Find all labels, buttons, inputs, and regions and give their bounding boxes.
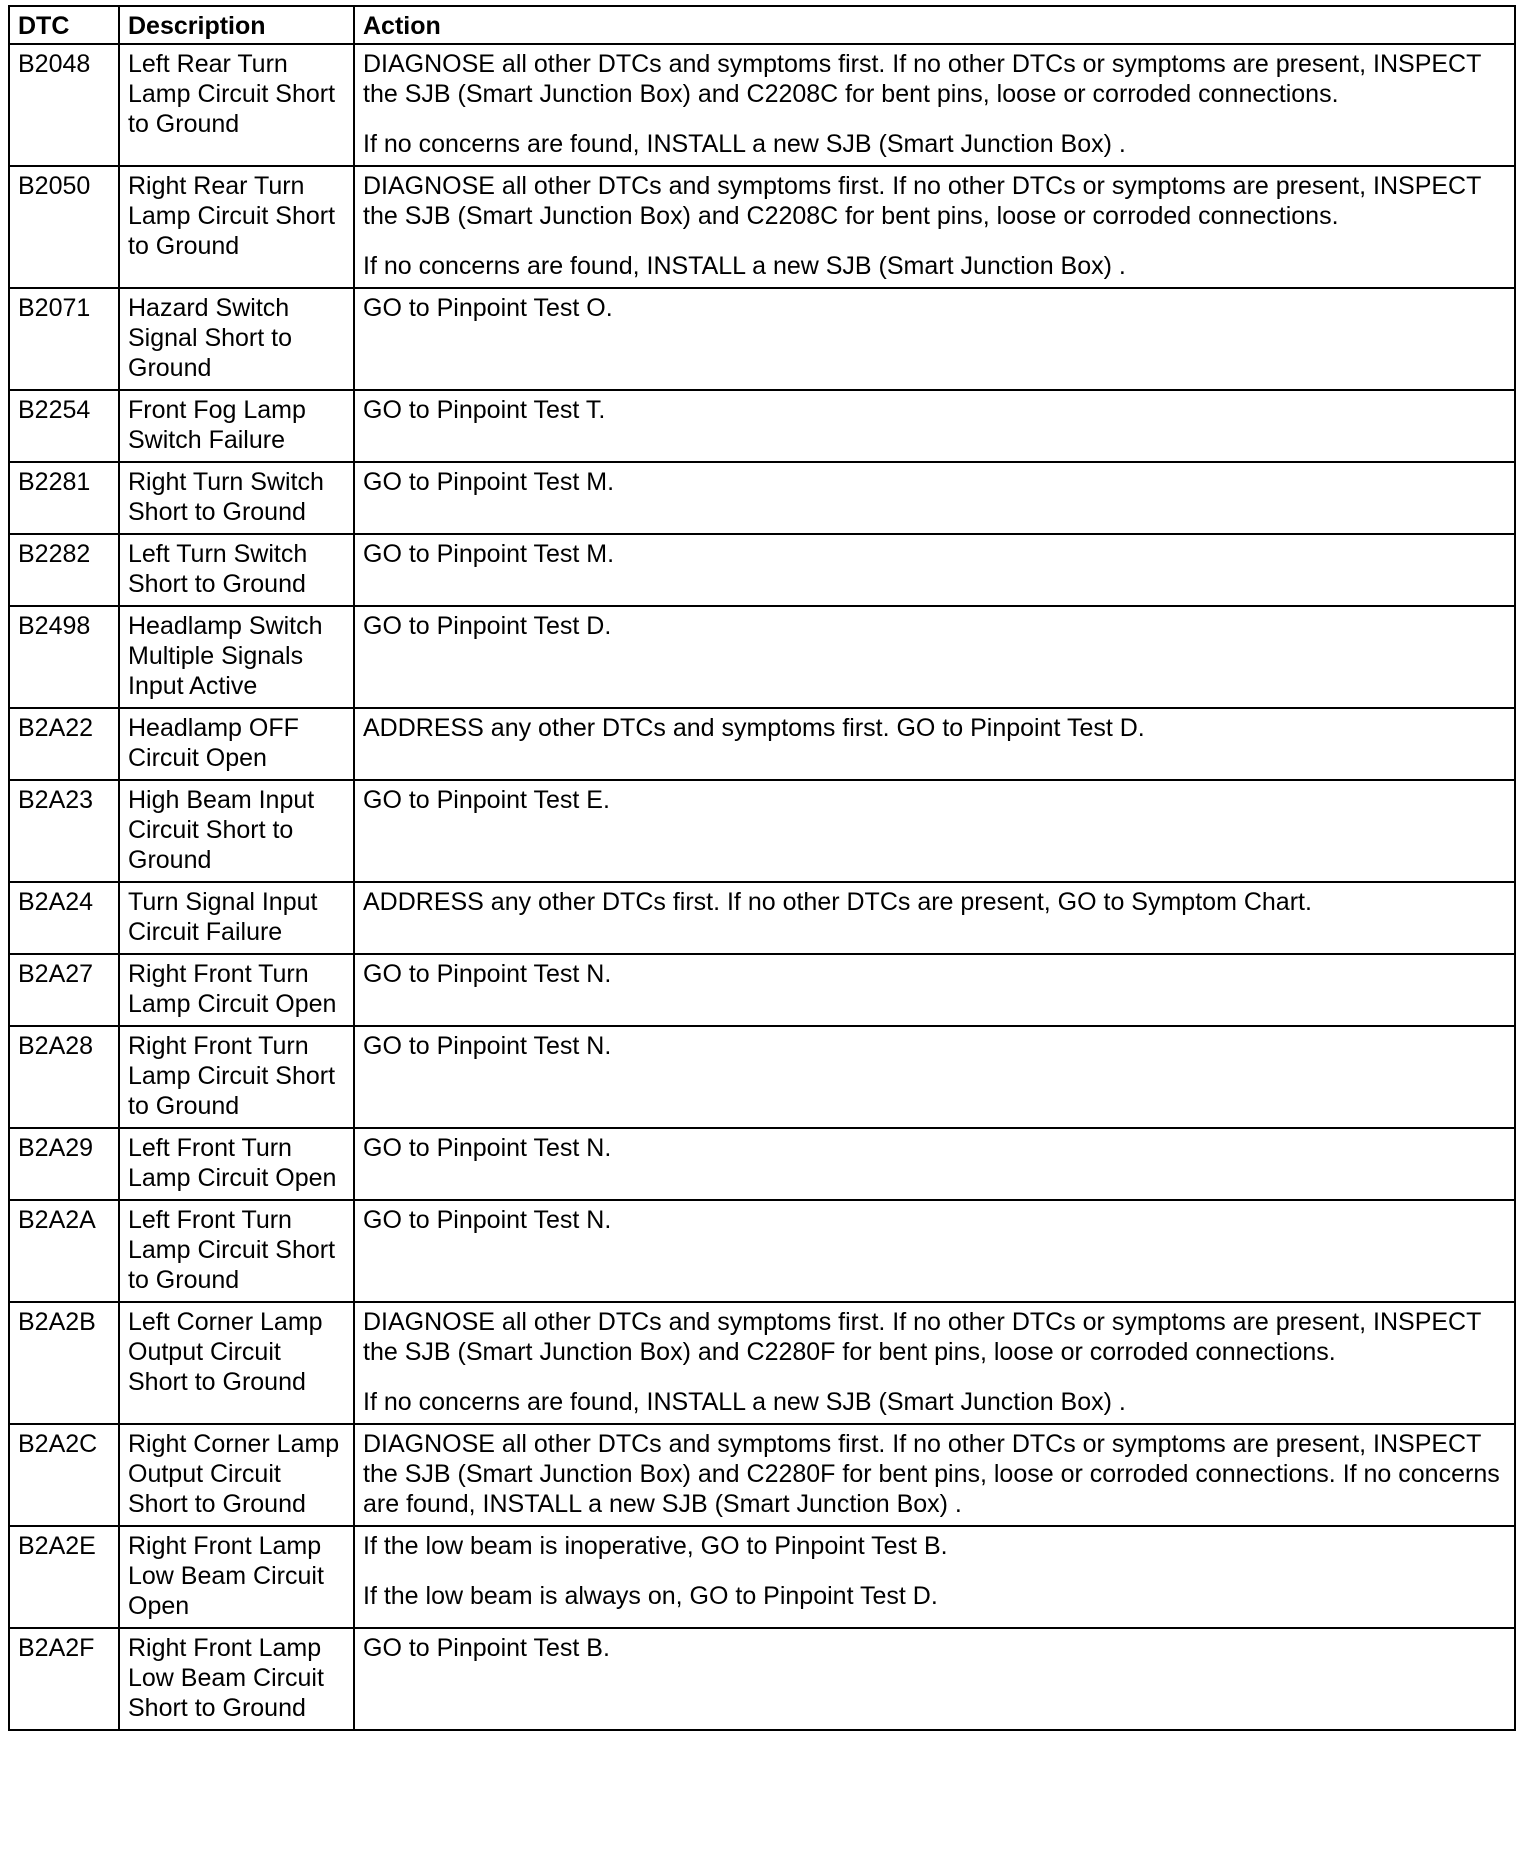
dtc-action bbox=[354, 708, 1515, 780]
dtc-description: Left Corner Lamp Output Circuit Short to Ground bbox=[119, 1302, 354, 1424]
dtc-code: B2A2C bbox=[9, 1424, 119, 1526]
dtc-action bbox=[354, 166, 1515, 288]
dtc-description: Hazard Switch Signal Short to Ground bbox=[119, 288, 354, 390]
header-action: Action bbox=[354, 6, 1515, 44]
dtc-action bbox=[354, 1526, 1515, 1628]
dtc-code: B2498 bbox=[9, 606, 119, 708]
table-header-row bbox=[9, 6, 1515, 44]
dtc-code: B2A22 bbox=[9, 708, 119, 780]
dtc-action bbox=[354, 390, 1515, 462]
action-paragraph: If the low beam is always on, GO to Pinpoint Test D. bbox=[363, 1582, 938, 1610]
dtc-action bbox=[354, 882, 1515, 954]
action-paragraph: DIAGNOSE all other DTCs and symptoms first. If no other DTCs or symptoms are present, INSPECT the SJB (Smart Junction Box) and C2208C for bent pins, loose or corroded connections. bbox=[363, 50, 1481, 108]
header-dtc: DTC bbox=[9, 6, 119, 44]
dtc-action bbox=[354, 1200, 1515, 1302]
table-row bbox=[9, 1302, 1515, 1424]
action-paragraph: DIAGNOSE all other DTCs and symptoms first. If no other DTCs or symptoms are present, INSPECT the SJB (Smart Junction Box) and C2280F for bent pins, loose or corroded connections. bbox=[363, 1308, 1481, 1366]
action-paragraph: GO to Pinpoint Test N. bbox=[363, 1032, 612, 1060]
table-row bbox=[9, 954, 1515, 1026]
dtc-code: B2A23 bbox=[9, 780, 119, 882]
action-paragraph: DIAGNOSE all other DTCs and symptoms first. If no other DTCs or symptoms are present, INSPECT the SJB (Smart Junction Box) and C2280F for bent pins, loose or corroded connections. If no concerns are found, INSTALL a new SJB (Smart Junction Box) . bbox=[363, 1430, 1500, 1518]
table-row bbox=[9, 1026, 1515, 1128]
table-body bbox=[9, 44, 1515, 1730]
dtc-action bbox=[354, 288, 1515, 390]
action-paragraph: GO to Pinpoint Test D. bbox=[363, 612, 612, 640]
dtc-action bbox=[354, 534, 1515, 606]
action-paragraph: GO to Pinpoint Test O. bbox=[363, 294, 613, 322]
action-paragraph: If no concerns are found, INSTALL a new SJB (Smart Junction Box) . bbox=[363, 130, 1126, 158]
dtc-action bbox=[354, 1628, 1515, 1730]
dtc-description: Left Turn Switch Short to Ground bbox=[119, 534, 354, 606]
action-paragraph: GO to Pinpoint Test T. bbox=[363, 396, 606, 424]
action-paragraph: GO to Pinpoint Test M. bbox=[363, 468, 615, 496]
action-paragraph: GO to Pinpoint Test N. bbox=[363, 1134, 612, 1162]
table-row bbox=[9, 1628, 1515, 1730]
dtc-description: Turn Signal Input Circuit Failure bbox=[119, 882, 354, 954]
dtc-description: Left Rear Turn Lamp Circuit Short to Ground bbox=[119, 44, 354, 166]
dtc-code: B2071 bbox=[9, 288, 119, 390]
dtc-description: Headlamp OFF Circuit Open bbox=[119, 708, 354, 780]
dtc-action bbox=[354, 606, 1515, 708]
table-row bbox=[9, 708, 1515, 780]
table-row bbox=[9, 390, 1515, 462]
action-paragraph: ADDRESS any other DTCs and symptoms first. GO to Pinpoint Test D. bbox=[363, 714, 1145, 742]
dtc-description: Right Front Turn Lamp Circuit Open bbox=[119, 954, 354, 1026]
table-row bbox=[9, 606, 1515, 708]
action-paragraph: If the low beam is inoperative, GO to Pinpoint Test B. bbox=[363, 1532, 948, 1560]
dtc-table bbox=[8, 5, 1516, 1731]
action-paragraph: GO to Pinpoint Test M. bbox=[363, 540, 615, 568]
action-paragraph: GO to Pinpoint Test B. bbox=[363, 1634, 610, 1662]
dtc-description: Headlamp Switch Multiple Signals Input Active bbox=[119, 606, 354, 708]
dtc-description: Left Front Turn Lamp Circuit Open bbox=[119, 1128, 354, 1200]
dtc-action bbox=[354, 1128, 1515, 1200]
dtc-code: B2A2E bbox=[9, 1526, 119, 1628]
dtc-description: High Beam Input Circuit Short to Ground bbox=[119, 780, 354, 882]
dtc-code: B2A29 bbox=[9, 1128, 119, 1200]
dtc-action bbox=[354, 44, 1515, 166]
dtc-description: Right Turn Switch Short to Ground bbox=[119, 462, 354, 534]
dtc-action bbox=[354, 1424, 1515, 1526]
dtc-description: Left Front Turn Lamp Circuit Short to Ground bbox=[119, 1200, 354, 1302]
dtc-action bbox=[354, 462, 1515, 534]
dtc-code: B2048 bbox=[9, 44, 119, 166]
action-paragraph: If no concerns are found, INSTALL a new SJB (Smart Junction Box) . bbox=[363, 1388, 1126, 1416]
header-description: Description bbox=[119, 6, 354, 44]
table-row bbox=[9, 44, 1515, 166]
dtc-code: B2A2A bbox=[9, 1200, 119, 1302]
dtc-code: B2282 bbox=[9, 534, 119, 606]
table-row bbox=[9, 1424, 1515, 1526]
dtc-action bbox=[354, 1302, 1515, 1424]
dtc-code: B2A28 bbox=[9, 1026, 119, 1128]
dtc-description: Front Fog Lamp Switch Failure bbox=[119, 390, 354, 462]
dtc-code: B2A2F bbox=[9, 1628, 119, 1730]
action-paragraph: If no concerns are found, INSTALL a new SJB (Smart Junction Box) . bbox=[363, 252, 1126, 280]
table-row bbox=[9, 1128, 1515, 1200]
table-row bbox=[9, 462, 1515, 534]
table-row bbox=[9, 534, 1515, 606]
dtc-code: B2A2B bbox=[9, 1302, 119, 1424]
action-paragraph: DIAGNOSE all other DTCs and symptoms first. If no other DTCs or symptoms are present, INSPECT the SJB (Smart Junction Box) and C2208C for bent pins, loose or corroded connections. bbox=[363, 172, 1481, 230]
table-row bbox=[9, 882, 1515, 954]
dtc-code: B2254 bbox=[9, 390, 119, 462]
table-row bbox=[9, 780, 1515, 882]
dtc-description: Right Front Lamp Low Beam Circuit Open bbox=[119, 1526, 354, 1628]
dtc-action bbox=[354, 954, 1515, 1026]
action-paragraph: ADDRESS any other DTCs first. If no other DTCs are present, GO to Symptom Chart. bbox=[363, 888, 1312, 916]
action-paragraph: GO to Pinpoint Test N. bbox=[363, 960, 612, 988]
action-paragraph: GO to Pinpoint Test E. bbox=[363, 786, 610, 814]
dtc-code: B2050 bbox=[9, 166, 119, 288]
action-paragraph: GO to Pinpoint Test N. bbox=[363, 1206, 612, 1234]
dtc-code: B2A24 bbox=[9, 882, 119, 954]
table-row bbox=[9, 1200, 1515, 1302]
dtc-description: Right Front Lamp Low Beam Circuit Short to Ground bbox=[119, 1628, 354, 1730]
table-row bbox=[9, 166, 1515, 288]
dtc-description: Right Rear Turn Lamp Circuit Short to Ground bbox=[119, 166, 354, 288]
table-row bbox=[9, 288, 1515, 390]
table-row bbox=[9, 1526, 1515, 1628]
dtc-action bbox=[354, 780, 1515, 882]
dtc-description: Right Corner Lamp Output Circuit Short to Ground bbox=[119, 1424, 354, 1526]
dtc-code: B2281 bbox=[9, 462, 119, 534]
dtc-action bbox=[354, 1026, 1515, 1128]
dtc-code: B2A27 bbox=[9, 954, 119, 1026]
dtc-description: Right Front Turn Lamp Circuit Short to Ground bbox=[119, 1026, 354, 1128]
